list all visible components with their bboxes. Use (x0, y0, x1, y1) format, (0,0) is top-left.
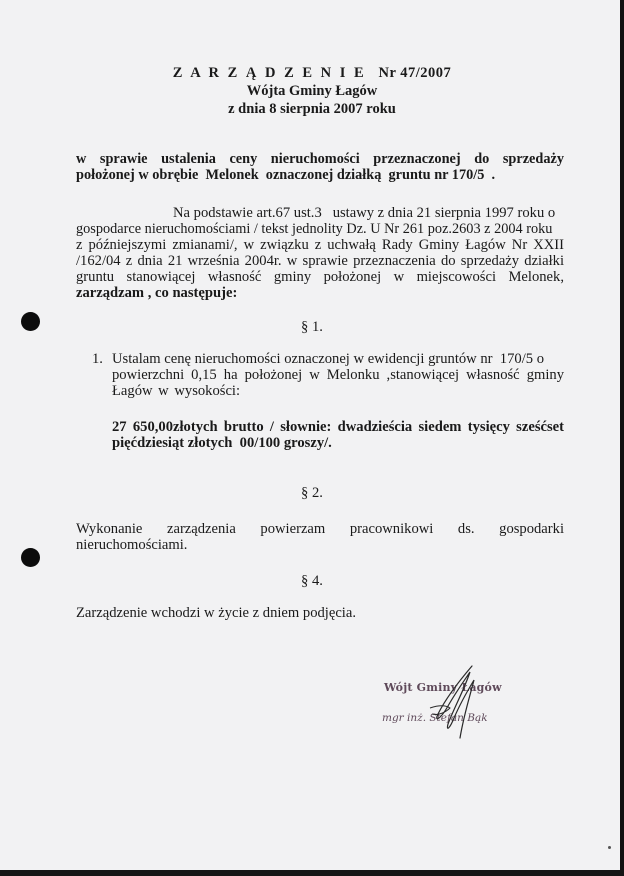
title-number: Nr 47/2007 (378, 65, 452, 81)
section-2-heading: § 2. (301, 485, 323, 501)
scan-speck (608, 846, 611, 849)
section-4-line-1: Zarządzenie wchodzi w życie z dniem podjęcia. (76, 605, 356, 621)
section-1-heading: § 1. (301, 319, 323, 335)
scan-edge-bottom (0, 870, 624, 876)
section-4-heading: § 4. (301, 573, 323, 589)
section-1-item-number: 1. (92, 351, 103, 367)
section-2-line-1: Wykonanie zarządzenia powierzam pracownikowi ds. gospodarki (76, 521, 564, 537)
section-1-line-2: powierzchni 0,15 ha położonej w Melonku ,stanowiącej własność gminy (112, 367, 564, 383)
subject-line-1: w sprawie ustalenia ceny nieruchomości przeznaczonej do sprzedaży (76, 151, 564, 167)
preamble-closing: zarządzam , co następuje: (76, 285, 238, 301)
preamble-line-1: Na podstawie art.67 ust.3 ustawy z dnia 21 sierpnia 1997 roku o (173, 205, 556, 221)
issuer: Wójta Gminy Łagów (246, 83, 378, 99)
section-1-line-3: Łagów w wysokości: (112, 383, 241, 399)
punch-hole-bottom (21, 548, 40, 567)
document-title (0, 64, 624, 82)
title-word: Z A R Z Ą D Z E N I E (172, 65, 367, 81)
section-1-line-1: Ustalam cenę nieruchomości oznaczonej w ewidencji gruntów nr 170/5 o (112, 351, 544, 367)
preamble-line-2: gospodarce nieruchomościami / tekst jednolity Dz. U Nr 261 poz.2603 z 2004 roku (76, 221, 553, 237)
preamble-line-4: /162/04 z dnia 21 września 2004r. w sprawie przeznaczenia do sprzedaży działki (76, 253, 564, 269)
stamp-title: Wójt Gminy Łagów (384, 681, 502, 694)
price-line-1: 27 650,00złotych brutto / słownie: dwadzieścia siedem tysięcy sześćset (112, 419, 564, 435)
stamp-name: mgr inż. Stefan Bąk (382, 712, 488, 724)
price-line-2: pięćdziesiąt złotych 00/100 groszy/. (112, 435, 332, 451)
document-date: z dnia 8 sierpnia 2007 roku (228, 101, 396, 117)
preamble-line-5: gruntu stanowiącej własność gminy położonej w miejscowości Melonek, (76, 269, 564, 285)
scan-edge-right (620, 0, 624, 876)
document-header (0, 64, 624, 118)
subject-line-2: położonej w obrębie Melonek oznaczonej działką gruntu nr 170/5 . (76, 167, 496, 183)
signature-scribble (420, 662, 490, 742)
preamble-line-3: z późniejszymi zmianami/, w związku z uchwałą Rady Gminy Łagów Nr XXII (76, 237, 564, 253)
section-2-line-2: nieruchomościami. (76, 537, 188, 553)
